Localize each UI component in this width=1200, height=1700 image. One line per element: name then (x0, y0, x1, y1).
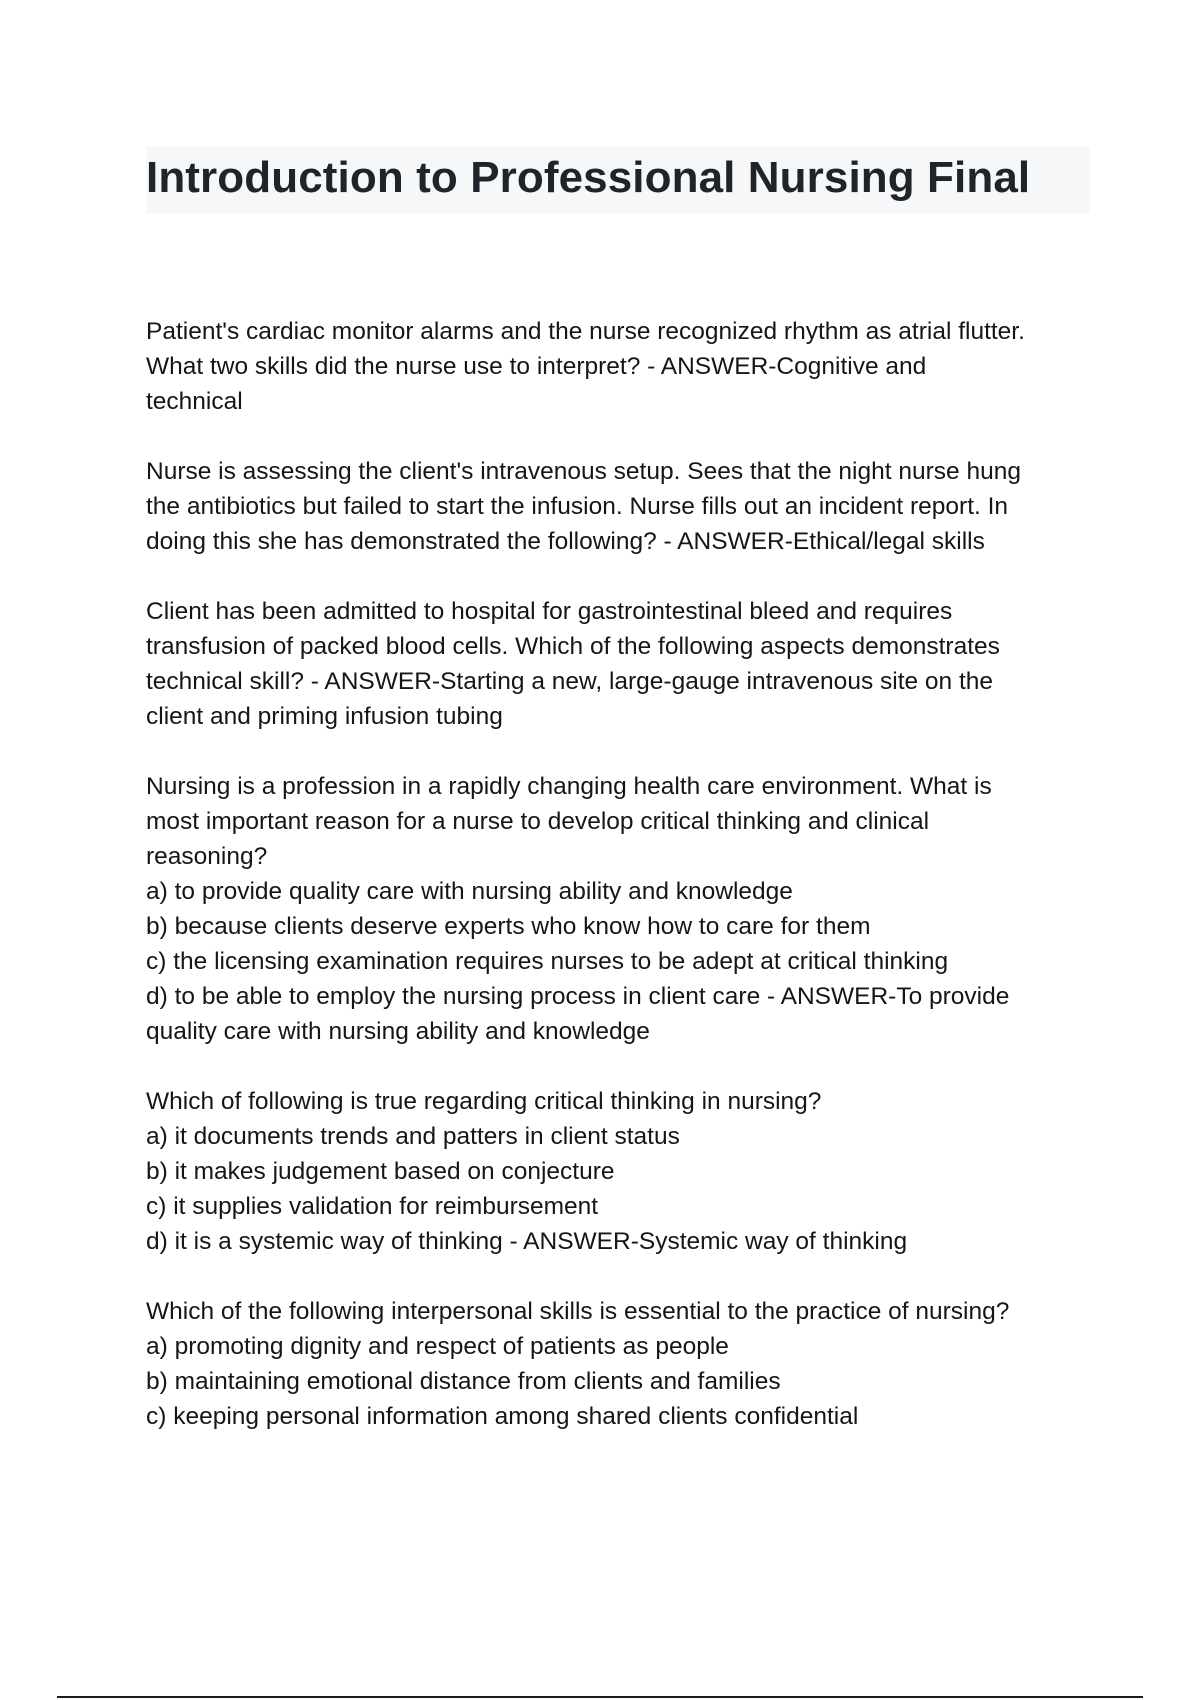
text-line: most important reason for a nurse to develop critical thinking and clinical (146, 808, 930, 835)
text-line: technical (146, 388, 243, 415)
text-line: What two skills did the nurse use to interpret? - ANSWER-Cognitive and (146, 353, 927, 380)
text-line: Client has been admitted to hospital for gastrointestinal bleed and requires (146, 598, 953, 625)
qa-item-2 (146, 454, 1096, 559)
option-line: d) to be able to employ the nursing process in client care - ANSWER-To provide (146, 983, 1010, 1010)
option-line: a) promoting dignity and respect of patients as people (146, 1333, 729, 1360)
option-line: c) it supplies validation for reimbursement (146, 1193, 599, 1220)
text-line: doing this she has demonstrated the following? - ANSWER-Ethical/legal skills (146, 528, 985, 555)
qa-item-3 (146, 594, 1096, 734)
document-body (146, 314, 1096, 1469)
text-line: Patient's cardiac monitor alarms and the nurse recognized rhythm as atrial flutter. (146, 318, 1025, 345)
option-line: b) maintaining emotional distance from clients and families (146, 1368, 781, 1395)
qa-item-1 (146, 314, 1096, 419)
text-line: transfusion of packed blood cells. Which of the following aspects demonstrates (146, 633, 1000, 660)
option-line: b) it makes judgement based on conjecture (146, 1158, 615, 1185)
text-line: technical skill? - ANSWER-Starting a new, large-gauge intravenous site on the (146, 668, 994, 695)
text-line: Which of the following interpersonal skills is essential to the practice of nursing? (146, 1298, 1010, 1325)
qa-item-5 (146, 1084, 1096, 1259)
text-line: client and priming infusion tubing (146, 703, 503, 730)
footer-divider (57, 1696, 1143, 1698)
option-line: a) to provide quality care with nursing ability and knowledge (146, 878, 793, 905)
text-line: the antibiotics but failed to start the infusion. Nurse fills out an incident report. In (146, 493, 1009, 520)
text-line: Nurse is assessing the client's intravenous setup. Sees that the night nurse hung (146, 458, 1021, 485)
page-title: Introduction to Professional Nursing Final (146, 153, 1031, 202)
qa-item-4 (146, 769, 1096, 1049)
text-line: Nursing is a profession in a rapidly changing health care environment. What is (146, 773, 992, 800)
option-line: b) because clients deserve experts who know how to care for them (146, 913, 871, 940)
text-line: quality care with nursing ability and knowledge (146, 1018, 650, 1045)
option-line: c) keeping personal information among shared clients confidential (146, 1403, 859, 1430)
text-line: reasoning? (146, 843, 268, 870)
text-line: Which of following is true regarding critical thinking in nursing? (146, 1088, 822, 1115)
option-line: a) it documents trends and patters in client status (146, 1123, 680, 1150)
qa-item-6 (146, 1294, 1096, 1434)
option-line: c) the licensing examination requires nurses to be adept at critical thinking (146, 948, 949, 975)
option-line: d) it is a systemic way of thinking - ANSWER-Systemic way of thinking (146, 1228, 908, 1255)
